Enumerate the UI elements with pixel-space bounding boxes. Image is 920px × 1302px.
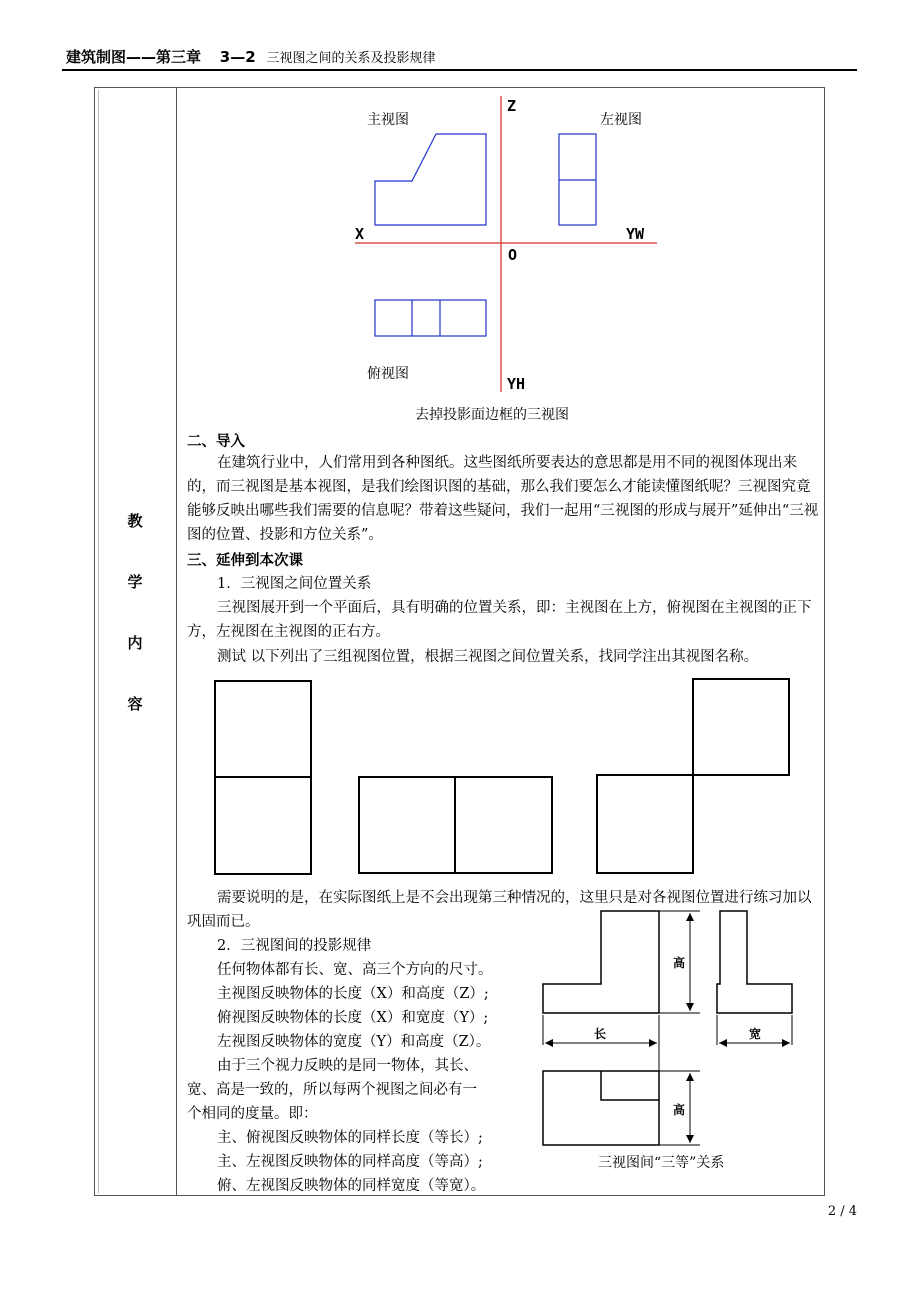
dim-label-length: 长 xyxy=(594,1027,607,1041)
axis-label-yw: YW xyxy=(626,225,645,243)
test-group-3-upper xyxy=(693,679,789,775)
item1-title: 1．三视图之间位置关系 xyxy=(217,576,372,592)
side-char-1: 教 xyxy=(127,512,143,530)
section-title: 三视图之间的关系及投影规律 xyxy=(266,51,436,66)
label-top-view: 俯视图 xyxy=(367,366,409,382)
page-number: 2 / 4 xyxy=(827,1204,857,1219)
dims-line-4: 左视图反映物体的宽度（Y）和高度（Z）。 xyxy=(217,1034,491,1050)
rule-equal-length: 主、俯视图反映物体的同样长度（等长）; xyxy=(217,1130,483,1146)
item2-title: 2．三视图间的投影规律 xyxy=(217,938,372,954)
rule-equal-width: 俯、左视图反映物体的同样宽度（等宽）。 xyxy=(217,1178,486,1194)
test-instruction: 测试 以下列出了三组视图位置，根据三视图之间位置关系，找同学注出其视图名称。 xyxy=(217,649,759,665)
side-char-3: 内 xyxy=(127,634,143,652)
dims-line-2: 主视图反映物体的长度（X）和高度（Z）; xyxy=(217,986,489,1002)
reason-line-3: 个相同的度量。即： xyxy=(187,1106,318,1122)
dims-line-1: 任何物体都有长、宽、高三个方向的尺寸。 xyxy=(217,962,493,978)
dims-line-3: 俯视图反映物体的长度（X）和宽度（Y）; xyxy=(217,1010,489,1026)
axis-label-o: O xyxy=(508,246,518,264)
axis-label-z: Z xyxy=(507,97,517,115)
section-number: 3—2 xyxy=(219,48,256,66)
dim-label-width: 宽 xyxy=(749,1027,762,1041)
heading-extend: 三、延伸到本次课 xyxy=(187,553,303,569)
label-front-view: 主视图 xyxy=(367,112,409,128)
item1-paragraph: 三视图展开到一个平面后，具有明确的位置关系，即：主视图在上方，俯视图在主视图的正下方，左视图在主视图的正右方。 xyxy=(187,600,812,640)
note-paragraph: 需要说明的是，在实际图纸上是不会出现第三种情况的，这里只是对各视图位置进行练习加以巩固而已。 xyxy=(187,890,812,930)
heading-intro: 二、导入 xyxy=(187,434,245,450)
figure3-caption: 三视图间“三等”关系 xyxy=(598,1155,725,1171)
side-char-4: 容 xyxy=(127,695,143,713)
rule-equal-height: 主、左视图反映物体的同样高度（等高）; xyxy=(217,1154,483,1170)
figure1-caption: 去掉投影面边框的三视图 xyxy=(415,407,569,423)
dim-label-height-2: 高 xyxy=(673,1103,686,1117)
reason-line-2: 宽、高是一致的，所以每两个视图之间必有一 xyxy=(187,1082,477,1098)
reason-line-1: 由于三个视力反映的是同一物体，其长、 xyxy=(217,1058,478,1074)
dim-label-height: 高 xyxy=(673,956,686,970)
eq-top-view-notch xyxy=(601,1071,659,1100)
label-left-view: 左视图 xyxy=(600,112,642,128)
test-group-3-lower xyxy=(597,775,693,873)
intro-paragraph: 在建筑行业中，人们常用到各种图纸。这些图纸所要表达的意思都是用不同的视图体现出来的，而三视图是基本视图，是我们绘图识图的基础，那么我们要怎么才能读懂图纸呢？三视图究竟能够反映出哪些我们需要的信息呢？带着这些疑问，我们一起用“三视图的形成与展开”延伸出“三视图的位置、投影和方位关系”。 xyxy=(187,455,819,543)
axis-label-x: X xyxy=(355,225,365,243)
side-char-2: 学 xyxy=(127,573,143,591)
chapter-title: 建筑制图——第三章 xyxy=(66,48,202,66)
front-view-shape xyxy=(375,134,486,225)
top-view-shape xyxy=(375,300,486,336)
axis-label-yh: YH xyxy=(507,375,526,393)
